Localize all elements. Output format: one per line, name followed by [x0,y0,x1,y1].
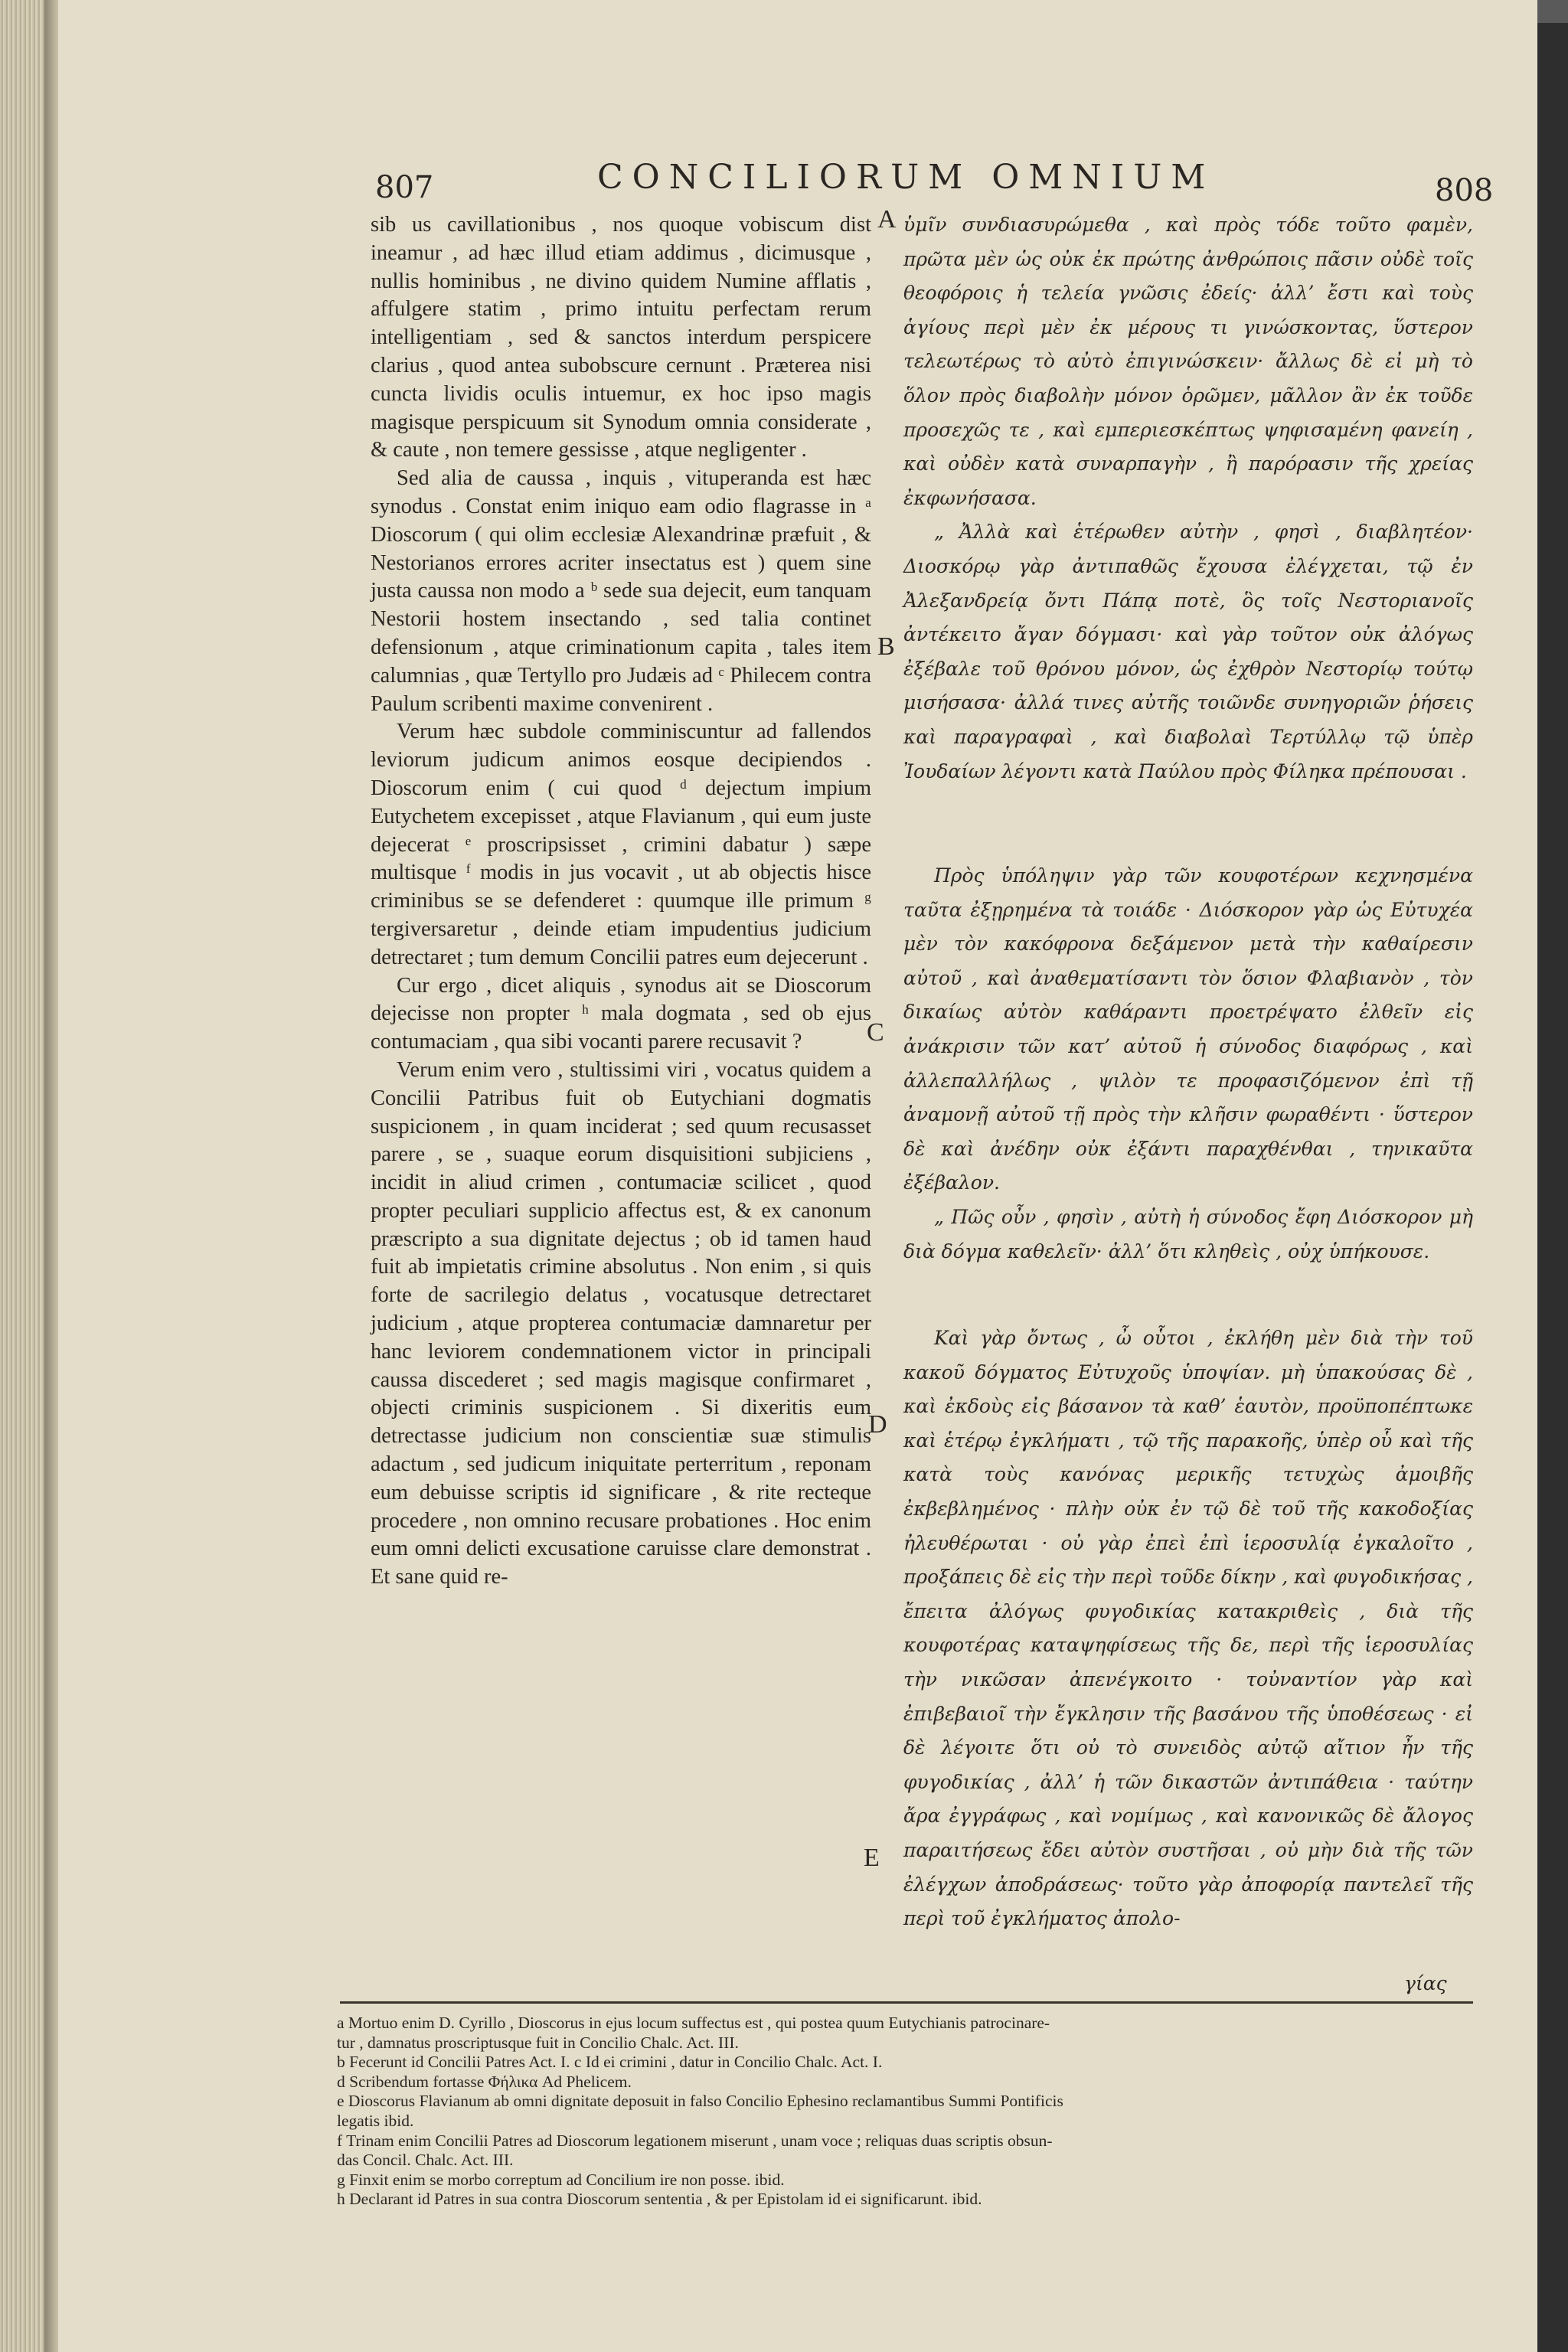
footnote-line: b Fecerunt id Concilii Patres Act. I. c Id ei crimini , datur in Concilio Chalc. Act. I. [337,2053,883,2072]
latin-paragraph: Sed alia de caussa , inquis , vituperanda est hæc synodus . Constat enim iniquo eam odio flagrasse in ᵃ Dioscorum ( qui olim ecclesiæ Alexandrinæ præfuit , & Nestorianos errores acriter insectatus est ) quem sine justa caussa non modo a ᵇ sede sua dejecit, eum tanquam Nestorii hostem insectando , sed talia continet defensionum , atque criminationum capita , tales item calumnias , quæ Tertyllo pro Judæis ad ᶜ Philecem contra Paulum scribenti maxime convenirent . [371,466,871,716]
page-gutter-shadow [44,0,58,2352]
footnote-line: legatis ibid. [337,2111,414,2130]
latin-paragraph: Verum hæc subdole comminiscuntur ad fallendos leviorum judicum animos eosque decipiendos . Dioscorum enim ( cui quod ᵈ dejectum impium Eutychetem excepisset , atque Flavianum , qui eum juste dejecerat ᵉ proscripsisset , crimini dabatur ) sæpe multisque ᶠ modis in jus vocavit , ut ab objectis hisce criminibus se se defenderet : quumque ille primum ᵍ tergiversaretur , deinde etiam impudentius judicium detrectaret ; tum demum Concilii patres eum dejecerunt . [371,720,871,969]
footnote-rule [340,2001,1473,2004]
footnote-line: f Trinam enim Concilii Patres ad Dioscorum legationem miserunt , unam voce ; reliquas duas scriptis obsun- [337,2131,1053,2150]
footnote-line: das Concil. Chalc. Act. III. [337,2151,514,2170]
greek-block-2 [903,859,1473,1269]
footnote-line: a Mortuo enim D. Cyrillo , Dioscorus in ejus locum suffectus est , qui postea quum Eutychianis patrocinare- [337,2014,1050,2032]
latin-column [371,211,871,1592]
margin-letter-a: A [877,205,897,234]
greek-block-3 [903,1321,1473,1936]
margin-letter-b: B [877,632,895,661]
greek-paragraph: ὑμῖν συνδιασυρώμεθα , καὶ πρὸς τόδε τοῦτο φαμὲν, πρῶτα μὲν ὡς οὐκ ἐκ πρώτης ἀνθρώποις πᾶσιν οὐδὲ τοῖς θεοφόροις ἡ τελεία γνῶσις ἐδείς· ἀλλ’ ἔστι καὶ τοὺς ἁγίους περὶ μὲν ἐκ μέρους τι γινώσκοντας, ὕστερον τελεωτέρως τὸ αὐτὸ ἐπιγινώσκειν· ἄλλως δὲ εἰ μὴ τὸ ὅλον πρὸς διαβολὴν μόνον ὁρῶμεν, μᾶλλον ἂν ἐκ τοῦδε προσεχῶς τε , καὶ εμπεριεσκέπτως ψηφισαμένη φανείη , καὶ οὐδὲν κατὰ συναρπαγὴν , ἢ παρόρασιν τῆς χρείας ἐκφωνήσασα. [903,214,1473,509]
top-right-corner [1537,0,1568,23]
margin-letter-c: C [867,1018,884,1047]
footnote-line: tur , damnatus proscriptusque fuit in Concilio Chalc. Act. III. [337,2033,739,2052]
latin-paragraph: sib us cavillationibus , nos quoque vobiscum dist ineamur , ad hæc illud etiam addimus , dicimusque , nullis hominibus , ne divino quidem Numine afflatis , affulgere statim , primo intuitu perfectam rerum intelligentiam , sed & sanctos interdum perspicere clarius , quod antea subobscure cernunt . Præterea nisi cuncta lividis oculis intuemur, ex hoc ipso magis magisque perspicuum sit Synodum omnia considerate , & caute , non temere gessisse , atque negligenter . [371,213,871,462]
page-stack-edge [0,0,44,2352]
latin-paragraph: Verum enim vero , stultissimi viri , vocatus quidem a Concilii Patribus fuit ob Eutychiani dogmatis suspicionem , in quam inciderat ; sed quum recusasset parere , se , suaque eorum disquisitioni subjiciens , incidit in aliud crimen , contumaciæ scilicet , quod propter peculiari supplicio affectus est, & ex canonum præscripto a sua dignitate dejectus ; ob id tamen haud fuit ab impietatis crimine absolutus . Non enim , si quis forte de sacrilegio delatus , vocatusque detrectaret judicium , atque propterea contumaciæ damnaretur per hanc leviorem condemnationem victor in principali caussa discederet ; sed magis magisque confirmaret , objecti criminis suspicionem . Si dixeritis eum detrectasse judicium non conscientiæ suæ stimulis adactum , sed judicum iniquitate perterritum , reponam eum debuisse scriptis id significare , & rite recteque procedere , non omnino recusare probationes . Hoc enim eum omni delicti excusatione caruisse clare demonstrat . Et sane quid re- [371,1057,871,1589]
greek-paragraph: „ Ἀλλὰ καὶ ἑτέρωθεν αὐτὴν , φησὶ , διαβλητέον· Διοσκόρῳ γὰρ ἀντιπαθῶς ἔχουσα ἐλέγχεται, τῷ ἐν Ἀλεξανδρείᾳ ὄντι Πάπᾳ ποτὲ, ὃς τοῖς Νεστοριανοῖς ἀντέκειτο ἄγαν δόγμασι· καὶ γὰρ τοῦτον οὐκ ἀλόγως ἐξέβαλε τοῦ θρόνου μόνον, ὡς ἐχθρὸν Νεστορίῳ τούτῳ μισήσασα· ἀλλά τινες αὐτῆς τοιῶνδε συνηγοριῶν ῥήσεις καὶ παραγραφαὶ , καὶ διαβολαὶ Τερτύλλῳ τῷ ὑπὲρ Ἰουδαίων λέγοντι κατὰ Παύλου πρὸς Φίληκα πρέπουσαι . [903,521,1473,782]
greek-block-1 [903,208,1473,789]
margin-letter-e: E [864,1844,880,1872]
greek-paragraph: Πρὸς ὑπόληψιν γὰρ τῶν κουφοτέρων κεχνησμένα ταῦτα ἐξῃρημένα τὰ τοιάδε · Διόσκορον γὰρ ὡς Εὐτυχέα μὲν τὸν κακόφρονα δεξάμενον μετὰ τὴν καθαίρεσιν αὐτοῦ , καὶ ἀναθεματίσαντι τὸν ὅσιον Φλαβιανὸν , τὸν δικαίως αὐτὸν καθάραντι προετρέψατο ἐλθεῖν εἰς ἀνάκρισιν τῶν κατ’ αὐτοῦ ἡ σύνοδος διαφόρως , καὶ ἀλλεπαλλήλως , ψιλὸν τε προφασιζόμενον ἐπὶ τῇ ἀναμονῇ αὐτοῦ τῇ πρὸς τὴν κλῆσιν φωραθέντι · ὕστερον δὲ καὶ ἀνέδην οὐκ ἐξάντι παραχθένθαι , τηνικαῦτα ἐξέβαλον. [903,864,1473,1194]
footnote-line: g Finxit enim se morbo correptum ad Concilium ire non posse. ibid. [337,2170,785,2189]
running-title: CONCILIORUM OMNIUM [597,158,1215,197]
margin-letter-d: D [868,1410,887,1439]
latin-paragraph: Cur ergo , dicet aliquis , synodus ait se Dioscorum dejecisse non propter ʰ mala dogmata , sed ob ejus contumaciam , qua sibi vocanti parere recusavit ? [371,973,871,1054]
footnote-line: e Dioscorus Flavianum ab omni dignitate deposuit in falso Concilio Ephesino reclamantibus Summi Pontificis [337,2092,1063,2111]
page-number-left: 807 [375,170,434,205]
right-background [1537,23,1568,2352]
page-number-right: 808 [1435,173,1494,208]
footnote-line: h Declarant id Patres in sua contra Dioscorum sententia , & per Epistolam id ei significarunt. ibid. [337,2190,982,2209]
footnotes [337,2014,1485,2210]
footnote-line: d Scribendum fortasse Φήλικα Ad Phelicem. [337,2072,632,2091]
greek-paragraph: Καὶ γὰρ ὄντως , ὦ οὗτοι , ἐκλήθη μὲν διὰ τὴν τοῦ κακοῦ δόγματος Εὐτυχοῦς ὑποψίαν. μὴ ὑπακούσας δὲ , καὶ ἐκδοὺς εἰς βάσανον τὰ καθ’ ἑαυτὸν, προϋποπέπτωκε καὶ ἑτέρῳ ἐγκλήματι , τῷ τῆς παρακοῆς, ὑπὲρ οὗ καὶ τῆς κατὰ τοὺς κανόνας μερικῆς τετυχὼς ἀμοιβῆς ἐκβεβλημένος · πλὴν οὐκ ἐν τῷ δὲ τοῦ τῆς κακοδοξίας ἠλευθέρωται · οὐ γὰρ ἐπεὶ ἐπὶ ἱεροσυλίᾳ ἐγκαλοῖτο , προξάπεις δὲ εἰς τὴν περὶ τοῦδε δίκην , καὶ φυγοδικήσας , ἔπειτα ἀλόγως φυγοδικίας κατακριθεὶς , διὰ τῆς κουφοτέρας καταψηφίσεως τῆς δε, περὶ τῆς ἱεροσυλίας τὴν νικῶσαν ἀπενέγκοιτο · τοὐναντίον γὰρ καὶ ἐπιβεβαιοῖ τὴν ἔγκλησιν τῆς βασάνου τῆς ὑποθέσεως · εἰ δὲ λέγοιτε ὅτι οὐ τὸ συνειδὸς αὐτῷ αἴτιον ἦν τῆς φυγοδικίας , ἀλλ’ ἡ τῶν δικαστῶν ἀντιπάθεια · ταύτην ἄρα ἐγγράφως , καὶ νομίμως , καὶ κανονικῶς δὲ ἄλογος παραιτήσεως ἔδει αὐτὸν συστῆσαι , οὐ μὴν διὰ τῆς τῶν ἐλέγχων ἀποδράσεως· τοῦτο γὰρ ἀποφορίᾳ παντελεῖ τῆς περὶ τοῦ ἐγκλήματος ἀπολο- [903,1327,1473,1930]
catchword: γίας [1404,1972,1447,1994]
greek-paragraph: „ Πῶς οὖν , φησὶν , αὐτὴ ἡ σύνοδος ἔφη Διόσκορον μὴ διὰ δόγμα καθελεῖν· ἀλλ’ ὅτι κληθεὶς , οὐχ ὑπήκουσε. [903,1205,1473,1263]
